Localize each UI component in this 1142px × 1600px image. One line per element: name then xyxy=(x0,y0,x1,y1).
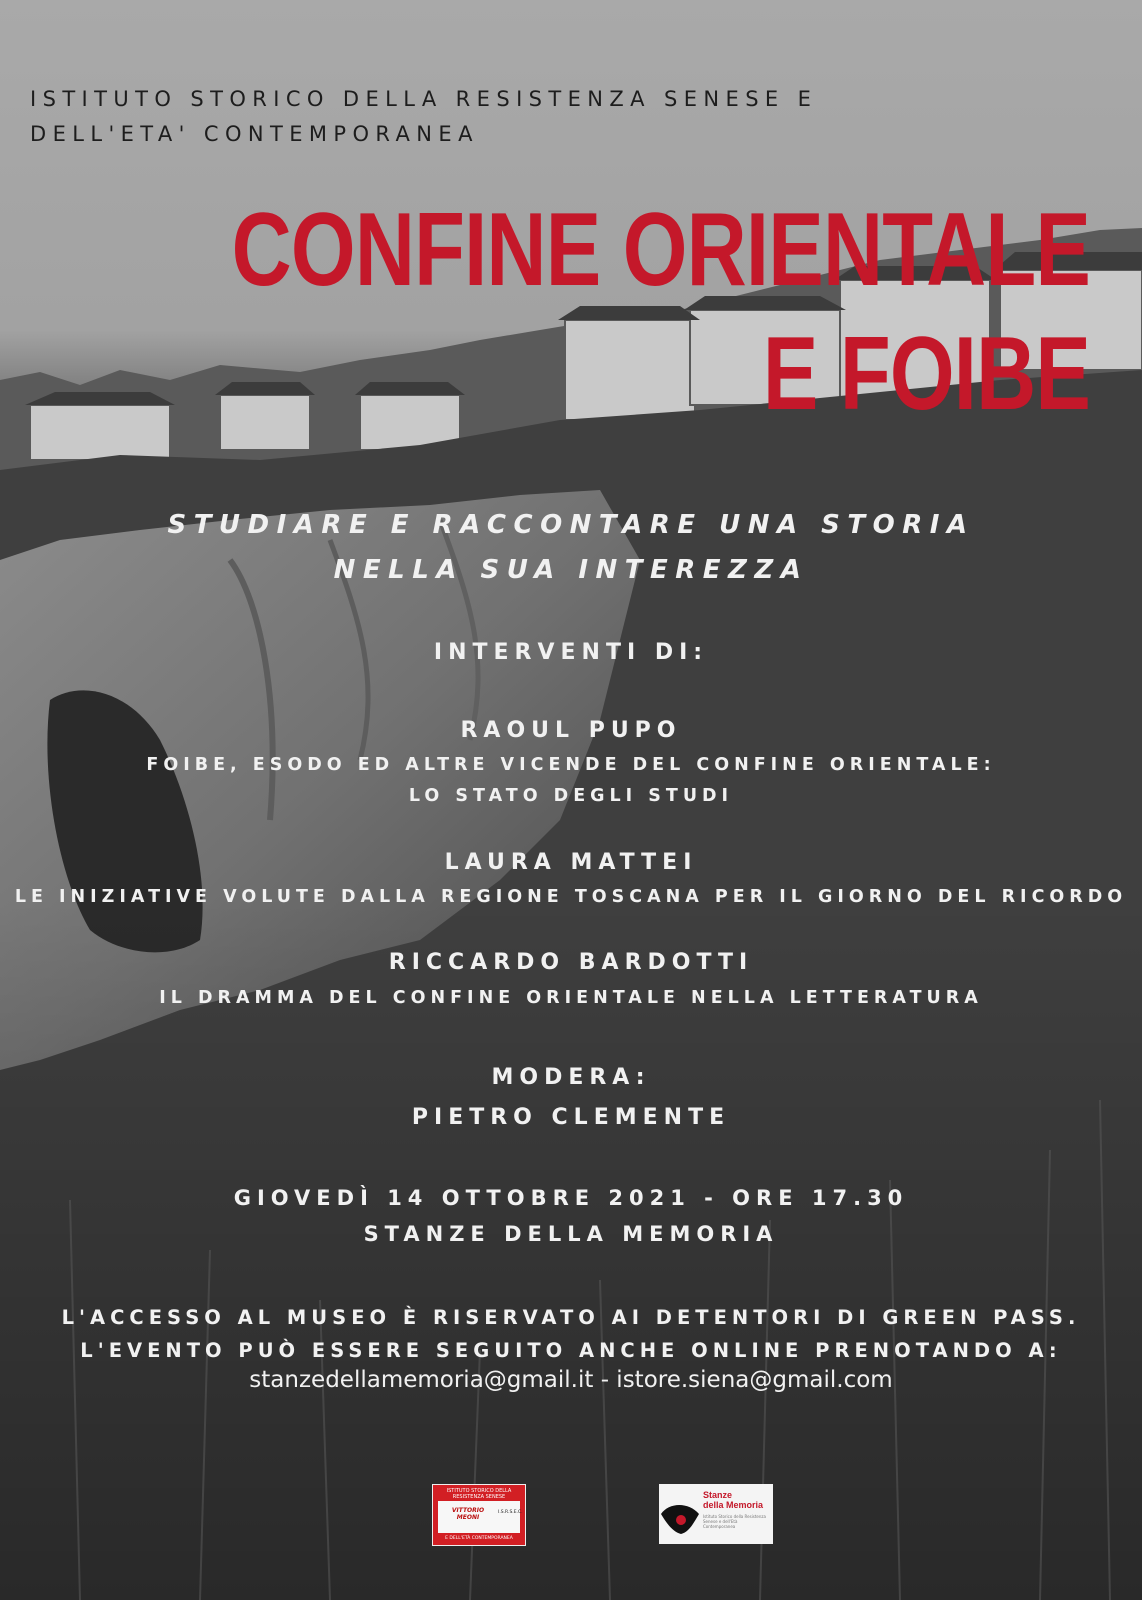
institute-name xyxy=(30,82,890,152)
speaker-talk: FOIBE, ESODO ED ALTRE VICENDE DEL CONFINE ORIENTALE: xyxy=(146,755,996,775)
speaker-talk-line-2: LO STATO DEGLI STUDI xyxy=(408,786,734,806)
institute-line-1: ISTITUTO STORICO DELLA RESISTENZA SENESE E xyxy=(30,87,818,111)
event-title xyxy=(232,188,1090,436)
stanze-logo-name-2: della Memoria xyxy=(703,1500,764,1510)
speaker-talk: IL DRAMMA DEL CONFINE ORIENTALE NELLA LETTERATURA xyxy=(159,988,983,1008)
event-venue: STANZE DELLA MEMORIA xyxy=(363,1222,779,1246)
subtitle-line-2: NELLA SUA INTEREZZA xyxy=(333,555,809,585)
speaker-name: RICCARDO BARDOTTI xyxy=(388,950,754,975)
istituto-logo-top: ISTITUTO STORICO DELLA RESISTENZA SENESE xyxy=(446,1488,512,1500)
online-notice: L'EVENTO PUÒ ESSERE SEGUITO ANCHE ONLINE PRENOTANDO A: xyxy=(80,1339,1062,1362)
stanze-logo-subtext: Istituto Storico della Resistenza Senese e dell'Età Contemporanea xyxy=(703,1514,766,1529)
subtitle-line-1: STUDIARE E RACCONTARE UNA STORIA xyxy=(167,510,975,540)
stanze-della-memoria-logo xyxy=(659,1484,773,1544)
event-datetime: GIOVEDÌ 14 OTTOBRE 2021 - ORE 17.30 xyxy=(233,1186,909,1210)
moderator-name: PIETRO CLEMENTE xyxy=(411,1105,731,1130)
speakers-heading: INTERVENTI DI: xyxy=(433,640,709,665)
contact-emails[interactable]: stanzedellamemoria@gmail.it - istore.siena@gmail.com xyxy=(249,1367,893,1393)
istituto-logo-bottom: E DELL'ETÀ CONTEMPORANEA xyxy=(445,1536,513,1541)
stanze-logo-name-1: Stanze xyxy=(703,1490,733,1500)
istituto-logo xyxy=(432,1484,526,1546)
title-line-2: E FOIBE xyxy=(762,316,1090,432)
stanze-emblem-icon xyxy=(659,1484,703,1544)
title-line-1: CONFINE ORIENTALE xyxy=(231,192,1090,308)
speaker-talk: LE INIZIATIVE VOLUTE DALLA REGIONE TOSCANA PER IL GIORNO DEL RICORDO xyxy=(14,887,1128,907)
istituto-logo-acronym: I.S.R.S.E.C. xyxy=(498,1510,523,1515)
speaker-name: RAOUL PUPO xyxy=(460,718,682,743)
moderator-label: MODERA: xyxy=(491,1065,651,1090)
institute-line-2: DELL'ETA' CONTEMPORANEA xyxy=(30,122,479,146)
istituto-logo-name: VITTORIO MEONI xyxy=(451,1507,485,1521)
access-notice: L'ACCESSO AL MUSEO È RISERVATO AI DETENTORI DI GREEN PASS. xyxy=(61,1306,1081,1329)
speaker-name: LAURA MATTEI xyxy=(444,850,698,875)
